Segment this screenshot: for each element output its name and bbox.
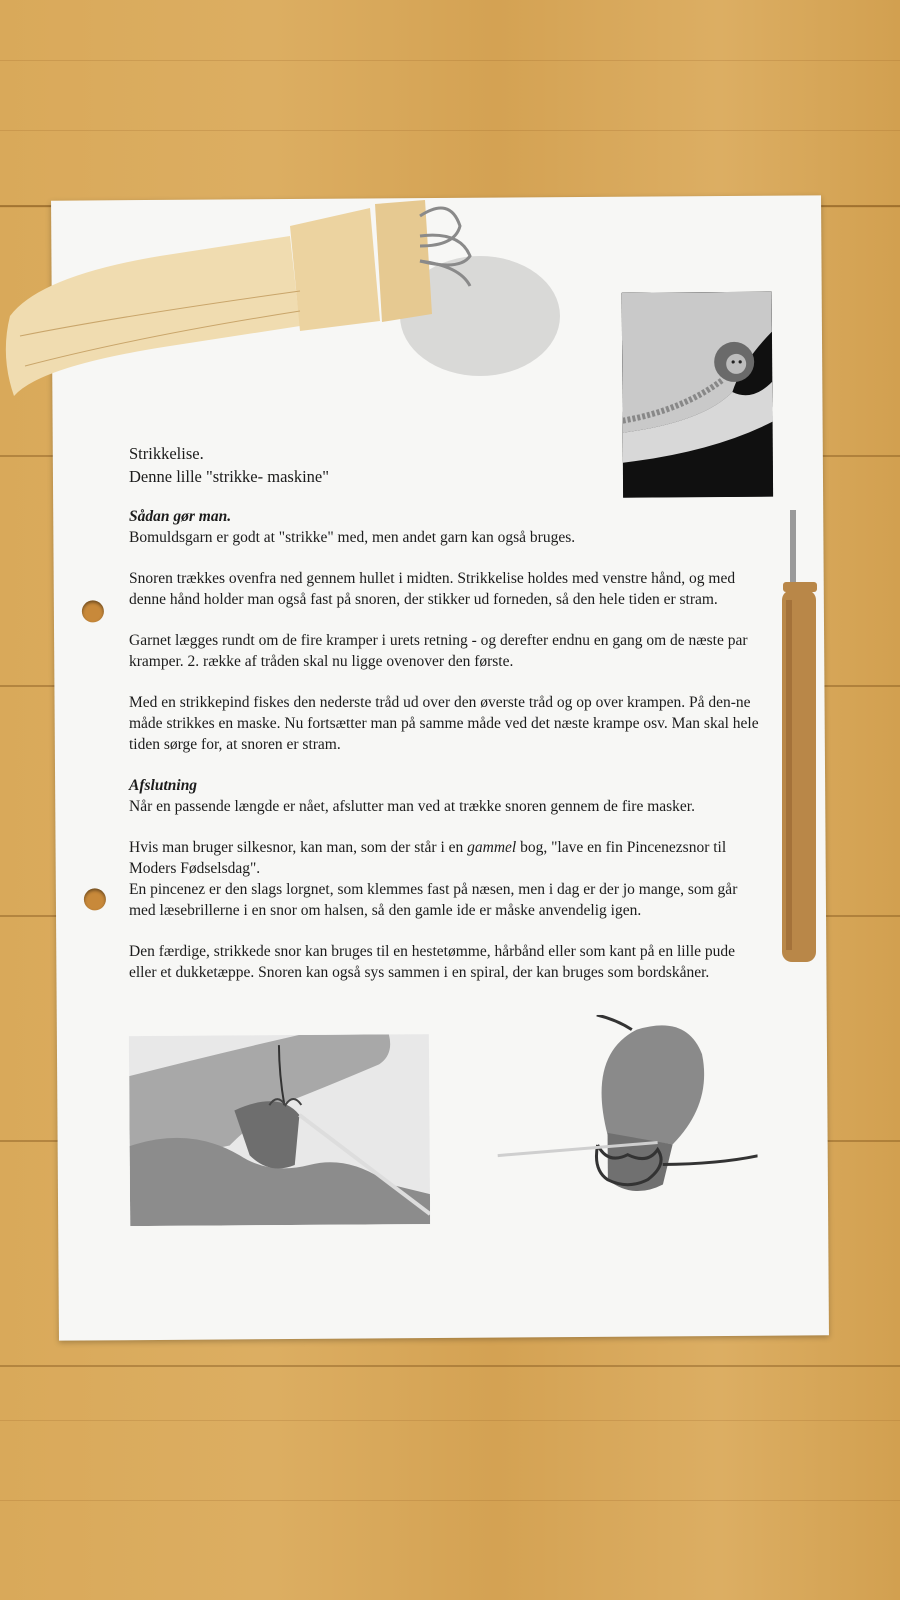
punch-hole — [84, 888, 106, 910]
wood-plank-seam — [0, 1365, 900, 1367]
punch-hole — [82, 600, 104, 622]
wood-grain — [0, 60, 900, 61]
wood-grain — [0, 1420, 900, 1421]
title-line-1: Strikkelise. — [129, 444, 204, 463]
knitting-needle-tool — [768, 510, 818, 970]
wooden-knitting-spool — [0, 196, 560, 416]
silk-text-a: Hvis man bruger silkesnor, kan man, som der står i en — [129, 839, 468, 856]
paragraph-finish: Når en passende længde er nået, afslutter man ved at trække snoren gennem de fire masker. — [129, 798, 695, 815]
paragraph-wrap: Garnet lægges rundt om de fire kramper i urets retning - og derefter endnu en gang om de næste par kramper. 2. række af tråden skal nu ligge ovenover den første. — [129, 632, 748, 670]
paragraph-thread: Snoren trækkes ovenfra ned gennem hullet i midten. Strikkelise holdes med venstre hånd, og med denne hånd holder man også fast på snoren, der stikker ud forneden, så den hele tiden er stram. — [129, 570, 736, 608]
silk-text-em: gammel — [467, 839, 517, 856]
paragraph-yarn: Bomuldsgarn er godt at "strikke" med, men andet garn kan også bruges. — [129, 529, 576, 546]
silk-text-c: En pincenez er den slags lorgnet, som klemmes fast på næsen, men i dag er der jo mange, som går med læsebrillerne i en snor om halsen, så den gamle ide er måske anvendelig igen. — [129, 881, 738, 919]
title — [129, 442, 759, 488]
wood-grain — [0, 130, 900, 131]
hands-knitting-photo — [129, 1034, 430, 1226]
section-heading-finish: Afslutning — [129, 777, 198, 794]
paragraph-uses: Den færdige, strikkede snor kan bruges til en hestetømme, hårbånd eller som kant på en lille pude eller et dukketæppe. Snoren kan også sys sammen i en spiral, der kan bruges som bordskåner. — [129, 943, 736, 981]
paragraph-silk — [129, 837, 759, 921]
instructions-text — [129, 442, 759, 1003]
silk-text-b: bog, "lave en fin Pincenezsnor til Moders Fødselsdag". — [129, 839, 727, 877]
knitting-spool-photo — [457, 1014, 758, 1226]
title-line-2: Denne lille "strikke- maskine" — [129, 467, 329, 486]
paragraph-stitch: Med en strikkepind fiskes den nederste tråd ud over den øverste tråd og op over krampen. På den-ne måde strikkes en maske. Nu fortsætter man på samme måde ved det næste krampe osv. Man skal hele tiden sørge for, at snoren er stram. — [129, 694, 759, 753]
section-heading-how: Sådan gør man. — [129, 508, 232, 525]
wood-grain — [0, 1500, 900, 1501]
